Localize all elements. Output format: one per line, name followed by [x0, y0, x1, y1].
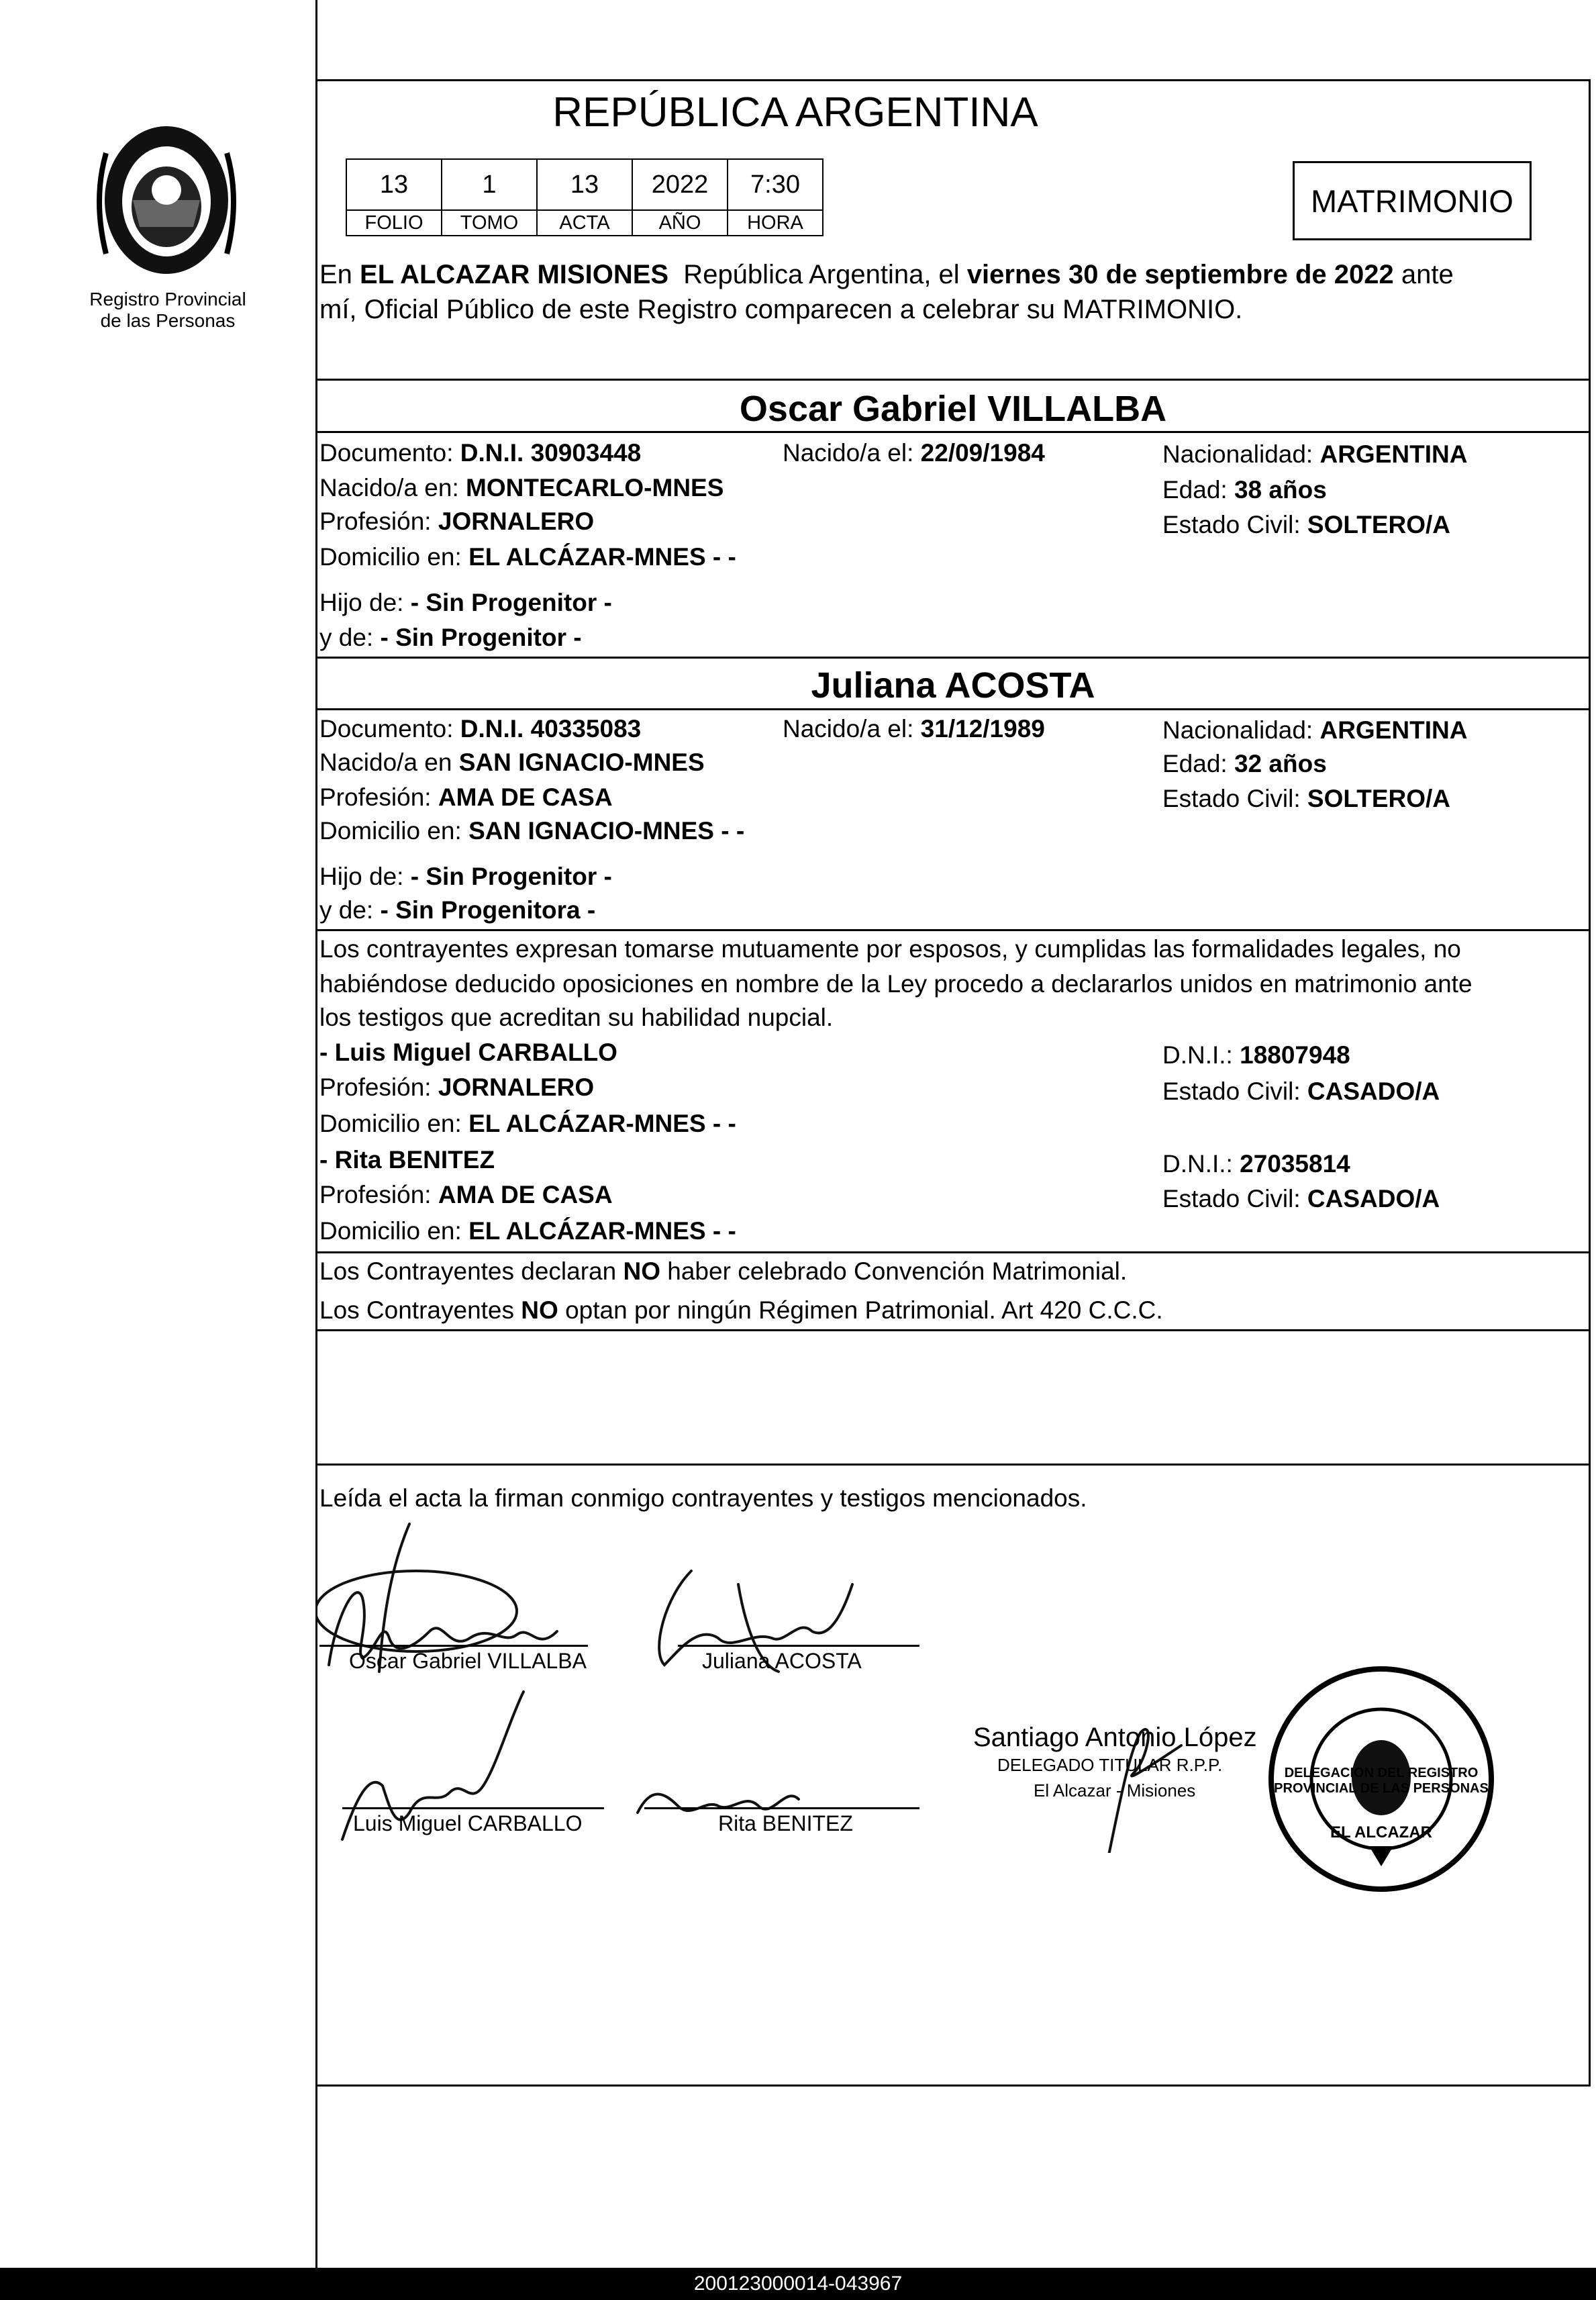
label: Domicilio en:	[319, 817, 469, 845]
value: 38 años	[1234, 476, 1327, 504]
spouse1-parent1	[319, 588, 612, 618]
label: Edad:	[1162, 476, 1234, 504]
value: ARGENTINA	[1319, 440, 1468, 468]
value: AMA DE CASA	[438, 783, 613, 811]
spouse2-nationality	[1162, 716, 1467, 745]
registry-stamp	[1267, 1665, 1495, 1893]
anio-value: 2022	[632, 159, 728, 210]
divider	[315, 929, 1591, 931]
spouse1-nationality	[1162, 440, 1467, 469]
value: AMA DE CASA	[438, 1181, 613, 1208]
value: EL ALCÁZAR-MNES - -	[468, 1110, 736, 1137]
regime-line2	[319, 1296, 1163, 1325]
label: Nacido/a en	[319, 749, 459, 776]
label: Hijo de:	[319, 589, 411, 616]
spouse1-birth-place	[319, 473, 724, 503]
hora-value: 7:30	[728, 159, 823, 210]
spouse2-parent1	[319, 862, 612, 892]
text: optan por ningún Régimen Patrimonial. Art 420 C.C.C.	[558, 1296, 1163, 1324]
label: Nacido/a en:	[319, 474, 466, 501]
registry-caption	[40, 289, 295, 332]
value: 27035814	[1240, 1150, 1350, 1178]
emphasis: NO	[521, 1296, 558, 1324]
witness2-dni	[1162, 1149, 1350, 1179]
value: SAN IGNACIO-MNES	[458, 749, 705, 776]
label: y de:	[319, 896, 381, 924]
witness1-profession	[319, 1073, 594, 1102]
label: Profesión:	[319, 783, 438, 811]
record-type: MATRIMONIO	[1311, 183, 1513, 219]
label: Nacionalidad:	[1162, 440, 1320, 468]
label: D.N.I.:	[1162, 1150, 1240, 1178]
hora-label: HORA	[728, 210, 823, 236]
stamp-inner-text: EL ALCAZAR	[1330, 1823, 1432, 1841]
witness2-name: - Rita BENITEZ	[319, 1146, 495, 1173]
value: JORNALERO	[438, 508, 595, 535]
stamp-ring-text: DELEGACION DEL REGISTRO PROVINCIAL DE LAS PERSONAS	[1274, 1766, 1489, 1796]
intro-date: viernes 30 de septiembre de 2022	[966, 260, 1394, 289]
spouse2-name: Juliana ACOSTA	[811, 665, 1095, 706]
label: Estado Civil:	[1162, 785, 1307, 812]
spouse1-profession	[319, 507, 594, 536]
value: - Sin Progenitor -	[410, 589, 612, 616]
label: Estado Civil:	[1162, 1077, 1307, 1105]
divider	[315, 1251, 1591, 1253]
text: Los Contrayentes	[319, 1296, 521, 1324]
spouse2-civil-status	[1162, 784, 1450, 814]
officer-name: Santiago Antonio López	[973, 1723, 1257, 1752]
intro-paragraph	[319, 257, 1454, 327]
label: Nacido/a el:	[783, 715, 921, 742]
label: y de:	[319, 624, 381, 651]
spouse2-birth-date	[783, 714, 1045, 744]
spouse1-address	[319, 542, 736, 572]
officer-place: El Alcazar - Misiones	[1034, 1780, 1196, 1801]
value: SOLTERO/A	[1307, 785, 1451, 812]
divider	[315, 379, 1591, 381]
label: Nacionalidad:	[1162, 716, 1320, 744]
spouse2-signature-line	[678, 1645, 919, 1647]
label: Profesión:	[319, 508, 438, 535]
value: D.N.I. 30903448	[460, 439, 642, 467]
label: Estado Civil:	[1162, 1185, 1307, 1212]
provincial-seal-logo	[86, 113, 247, 287]
label: D.N.I.:	[1162, 1041, 1240, 1069]
spouse1-signature-line	[319, 1645, 588, 1647]
label: Documento:	[319, 439, 460, 467]
divider	[315, 1464, 1591, 1466]
emphasis: NO	[623, 1257, 660, 1285]
registry-caption-line2: de las Personas	[100, 310, 236, 331]
spouse2-address	[319, 816, 744, 846]
divider	[315, 1329, 1591, 1331]
witness1-dni	[1162, 1041, 1350, 1070]
label: Estado Civil:	[1162, 511, 1307, 538]
value: SAN IGNACIO-MNES - -	[468, 817, 745, 845]
spouse1-signature-caption: Oscar Gabriel VILLALBA	[349, 1649, 587, 1673]
witness2-profession	[319, 1180, 613, 1210]
value: CASADO/A	[1307, 1185, 1440, 1212]
value: EL ALCÁZAR-MNES - -	[468, 543, 736, 571]
handwritten-signatures	[315, 1517, 1322, 1853]
value: MONTECARLO-MNES	[466, 474, 724, 501]
value: - Sin Progenitor -	[410, 863, 612, 890]
label: Documento:	[319, 715, 460, 742]
witness2-civil-status	[1162, 1184, 1440, 1214]
label: Nacido/a el:	[783, 439, 921, 467]
officer-title: DELEGADO TITULAR R.P.P.	[997, 1755, 1223, 1775]
value: 31/12/1989	[920, 715, 1045, 742]
intro-text-1: En	[319, 260, 360, 289]
witness1-civil-status	[1162, 1077, 1440, 1106]
spouse1-document	[319, 438, 641, 468]
label: Domicilio en:	[319, 543, 469, 571]
text: haber celebrado Convención Matrimonial.	[660, 1257, 1128, 1285]
value: CASADO/A	[1307, 1077, 1440, 1105]
label: Profesión:	[319, 1181, 438, 1208]
value: EL ALCÁZAR-MNES - -	[468, 1217, 736, 1245]
divider	[315, 708, 1591, 710]
value: SOLTERO/A	[1307, 511, 1451, 538]
folio-value: 13	[346, 159, 442, 210]
witness1-name: - Luis Miguel CARBALLO	[319, 1039, 617, 1066]
witness1-address	[319, 1109, 736, 1139]
label: Domicilio en:	[319, 1110, 469, 1137]
spouse1-parent2	[319, 623, 582, 653]
registry-caption-line1: Registro Provincial	[89, 289, 246, 309]
intro-line2: mí, Oficial Público de este Registro comparecen a celebrar su MATRIMONIO.	[319, 295, 1243, 324]
spouse2-birth-place	[319, 748, 705, 777]
signatures-intro: Leída el acta la firman conmigo contrayentes y testigos mencionados.	[319, 1484, 1087, 1512]
divider	[315, 657, 1591, 659]
spouse1-age	[1162, 475, 1327, 505]
label: Edad:	[1162, 750, 1234, 777]
divider	[315, 431, 1591, 433]
footer-barcode-bar	[0, 2268, 1596, 2300]
witness2-signature-caption: Rita BENITEZ	[718, 1811, 853, 1835]
spouse2-signature-caption: Juliana ACOSTA	[702, 1649, 862, 1673]
text: Los Contrayentes declaran	[319, 1257, 624, 1285]
tomo-value: 1	[442, 159, 537, 210]
record-type-box	[1293, 161, 1532, 240]
declaration-line1: Los contrayentes expresan tomarse mutuamente por esposos, y cumplidas las formalidades legales, no	[319, 935, 1461, 963]
intro-place: EL ALCAZAR MISIONES	[360, 260, 669, 289]
value: - Sin Progenitora -	[380, 896, 596, 924]
acta-label: ACTA	[537, 210, 632, 236]
anio-label: AÑO	[632, 210, 728, 236]
spouse2-age	[1162, 749, 1327, 779]
value: 32 años	[1234, 750, 1327, 777]
spouse1-name: Oscar Gabriel VILLALBA	[739, 389, 1167, 429]
value: 22/09/1984	[920, 439, 1045, 467]
declaration-line3: los testigos que acreditan su habilidad nupcial.	[319, 1004, 834, 1031]
spouse2-document	[319, 714, 641, 744]
label: Profesión:	[319, 1073, 438, 1101]
folio-label: FOLIO	[346, 210, 442, 236]
spouse1-civil-status	[1162, 510, 1450, 540]
spouse2-profession	[319, 783, 613, 812]
declaration-line2: habiéndose deducido oposiciones en nombre de la Ley procedo a declararlos unidos en matrimonio ante	[319, 970, 1473, 998]
witness1-signature-caption: Luis Miguel CARBALLO	[353, 1811, 583, 1835]
value: 18807948	[1240, 1041, 1350, 1069]
value: D.N.I. 40335083	[460, 715, 642, 742]
acta-value: 13	[537, 159, 632, 210]
label: Hijo de:	[319, 863, 411, 890]
record-table	[346, 158, 824, 236]
witness2-signature-line	[644, 1807, 919, 1809]
value: ARGENTINA	[1319, 716, 1468, 744]
witness2-address	[319, 1216, 736, 1246]
witness1-signature-line	[342, 1807, 604, 1809]
intro-text-3: ante	[1393, 260, 1454, 289]
barcode-text: 200123000014-043967	[693, 2272, 903, 2295]
value: JORNALERO	[438, 1073, 595, 1101]
intro-text-2: República Argentina, el	[668, 260, 967, 289]
label: Domicilio en:	[319, 1217, 469, 1245]
spouse1-birth-date	[783, 438, 1045, 468]
spouse2-parent2	[319, 896, 595, 925]
regime-line1	[319, 1257, 1127, 1286]
value: - Sin Progenitor -	[380, 624, 582, 651]
page-title: REPÚBLICA ARGENTINA	[552, 89, 1038, 136]
tomo-label: TOMO	[442, 210, 537, 236]
